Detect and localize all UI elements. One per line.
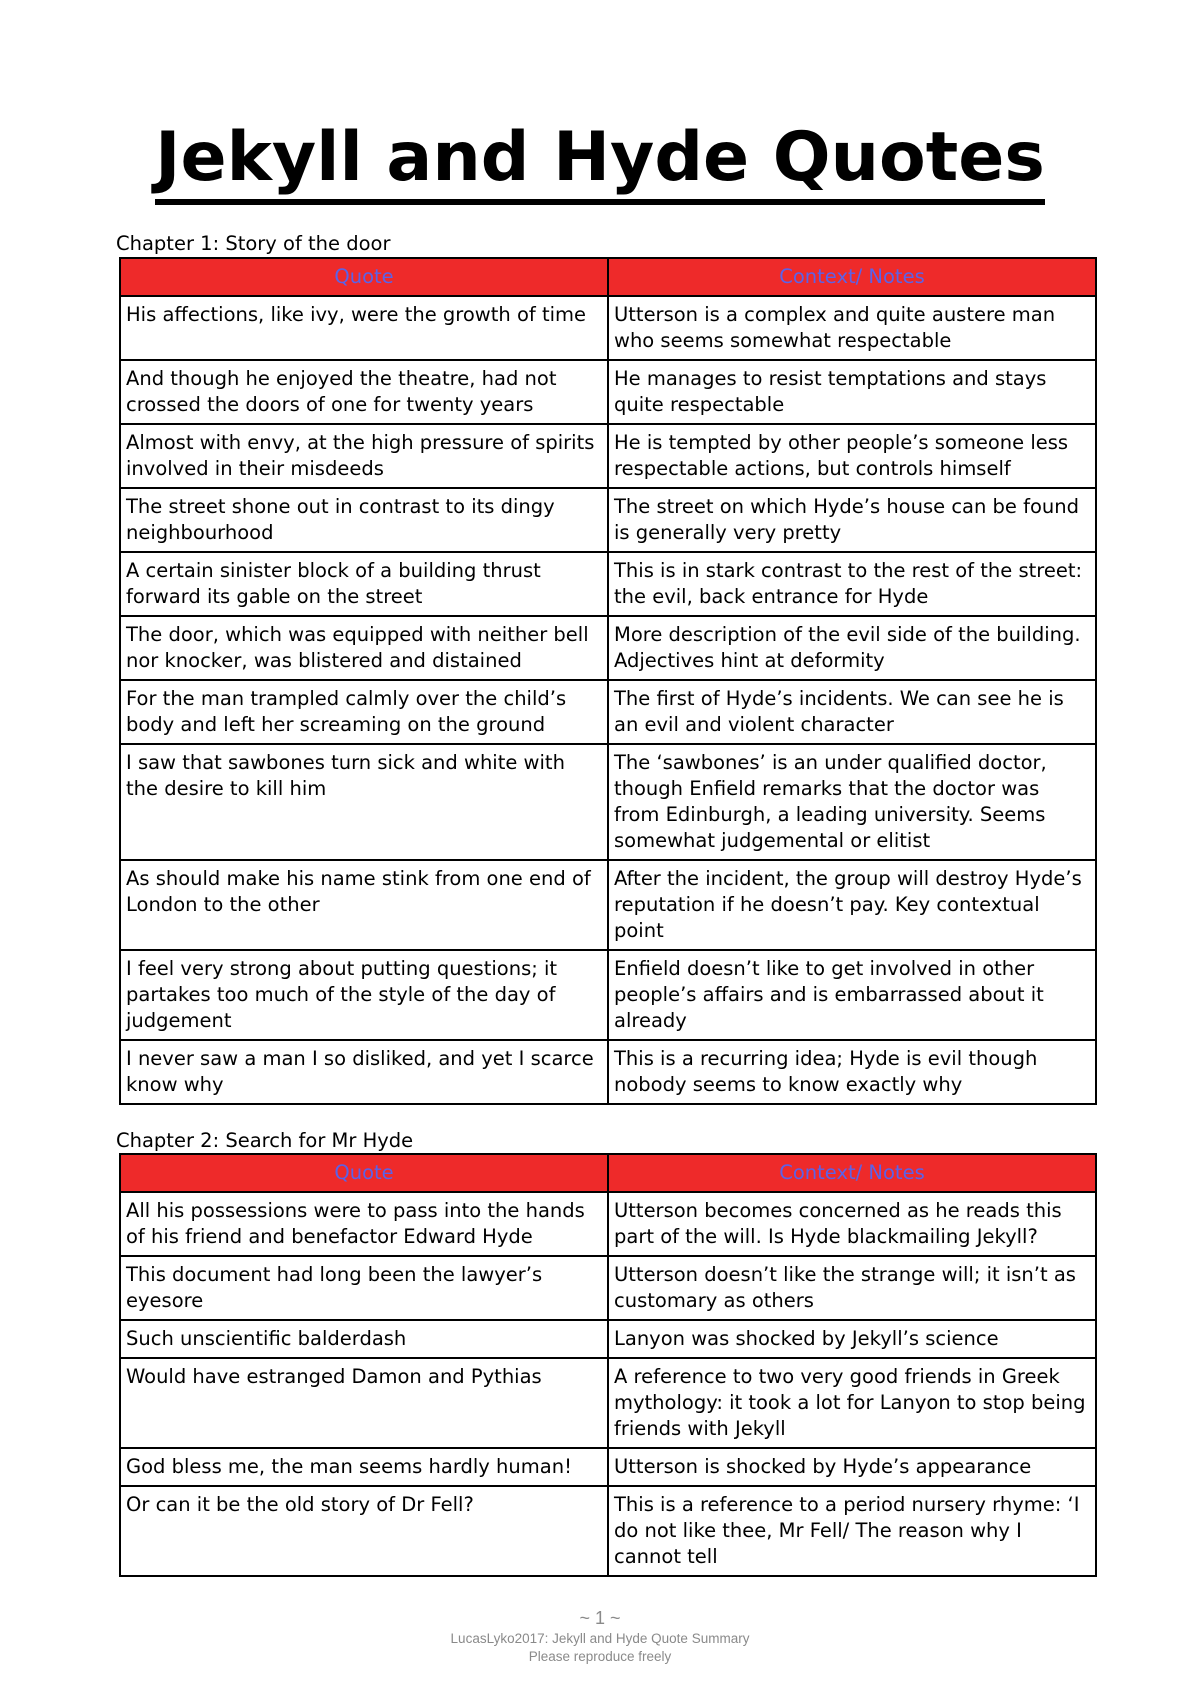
context-cell: Lanyon was shocked by Jekyll’s science	[608, 1320, 1096, 1358]
chapter-1-quotes-table	[119, 257, 1097, 1105]
quote-cell: I feel very strong about putting questions; it partakes too much of the style of the day of judgement	[120, 950, 608, 1040]
page-number: ~ 1 ~	[579, 1608, 621, 1628]
quote-cell: And though he enjoyed the theatre, had not crossed the doors of one for twenty years	[120, 360, 608, 424]
table-row	[120, 1358, 1096, 1448]
table-row	[120, 1320, 1096, 1358]
quote-cell: God bless me, the man seems hardly human!	[120, 1448, 608, 1486]
quote-cell: This document had long been the lawyer’s eyesore	[120, 1256, 608, 1320]
chapter-2-heading: Chapter 2: Search for Mr Hyde	[116, 1129, 414, 1152]
quote-cell: His affections, like ivy, were the growth of time	[120, 296, 608, 360]
quote-cell: I saw that sawbones turn sick and white with the desire to kill him	[120, 744, 608, 860]
table-row	[120, 424, 1096, 488]
context-cell: The street on which Hyde’s house can be found is generally very pretty	[608, 488, 1096, 552]
table-row	[120, 1256, 1096, 1320]
table-row	[120, 860, 1096, 950]
table-row	[120, 1486, 1096, 1576]
table-row	[120, 296, 1096, 360]
table-header-row	[120, 1154, 1096, 1192]
context-cell: After the incident, the group will destroy Hyde’s reputation if he doesn’t pay. Key contextual point	[608, 860, 1096, 950]
page-title	[0, 118, 1200, 198]
chapter-1-heading: Chapter 1: Story of the door	[116, 232, 391, 255]
table-row	[120, 360, 1096, 424]
context-cell: The ‘sawbones’ is an under qualified doctor, though Enfield remarks that the doctor was from Edinburgh, a leading university. Seems somewhat judgemental or elitist	[608, 744, 1096, 860]
table-row	[120, 552, 1096, 616]
context-column-header: Context/ Notes	[608, 258, 1096, 296]
context-cell: He is tempted by other people’s someone less respectable actions, but controls himself	[608, 424, 1096, 488]
quote-cell: Or can it be the old story of Dr Fell?	[120, 1486, 608, 1576]
chapter-2-quotes-table	[119, 1153, 1097, 1577]
context-cell: The first of Hyde’s incidents. We can see he is an evil and violent character	[608, 680, 1096, 744]
table-row	[120, 744, 1096, 860]
quote-cell: The door, which was equipped with neither bell nor knocker, was blistered and distained	[120, 616, 608, 680]
context-cell: He manages to resist temptations and stays quite respectable	[608, 360, 1096, 424]
quote-cell: For the man trampled calmly over the child’s body and left her screaming on the ground	[120, 680, 608, 744]
table-row	[120, 680, 1096, 744]
table-row	[120, 950, 1096, 1040]
context-cell: This is a recurring idea; Hyde is evil though nobody seems to know exactly why	[608, 1040, 1096, 1104]
page-title-text: Jekyll and Hyde Quotes	[155, 118, 1045, 205]
quote-column-header: Quote	[120, 258, 608, 296]
table-row	[120, 1448, 1096, 1486]
table-row	[120, 488, 1096, 552]
context-cell: Utterson is a complex and quite austere man who seems somewhat respectable	[608, 296, 1096, 360]
quote-column-header: Quote	[120, 1154, 608, 1192]
quote-cell: I never saw a man I so disliked, and yet I scarce know why	[120, 1040, 608, 1104]
quote-cell: Such unscientific balderdash	[120, 1320, 608, 1358]
quote-cell: The street shone out in contrast to its dingy neighbourhood	[120, 488, 608, 552]
context-cell: A reference to two very good friends in Greek mythology: it took a lot for Lanyon to stop being friends with Jekyll	[608, 1358, 1096, 1448]
context-column-header: Context/ Notes	[608, 1154, 1096, 1192]
table-header-row	[120, 258, 1096, 296]
context-cell: Utterson is shocked by Hyde’s appearance	[608, 1448, 1096, 1486]
table-row	[120, 616, 1096, 680]
quote-cell: Almost with envy, at the high pressure of spirits involved in their misdeeds	[120, 424, 608, 488]
table-row	[120, 1192, 1096, 1256]
quote-cell: All his possessions were to pass into the hands of his friend and benefactor Edward Hyde	[120, 1192, 608, 1256]
footer-credit: LucasLyko2017: Jekyll and Hyde Quote Summary	[450, 1631, 750, 1646]
quote-cell: A certain sinister block of a building thrust forward its gable on the street	[120, 552, 608, 616]
table-row	[120, 1040, 1096, 1104]
quote-cell: As should make his name stink from one end of London to the other	[120, 860, 608, 950]
context-cell: More description of the evil side of the building. Adjectives hint at deformity	[608, 616, 1096, 680]
quote-cell: Would have estranged Damon and Pythias	[120, 1358, 608, 1448]
footer-note: Please reproduce freely	[528, 1649, 672, 1664]
context-cell: Enfield doesn’t like to get involved in other people’s affairs and is embarrassed about it already	[608, 950, 1096, 1040]
context-cell: Utterson doesn’t like the strange will; it isn’t as customary as others	[608, 1256, 1096, 1320]
context-cell: This is a reference to a period nursery rhyme: ‘I do not like thee, Mr Fell/ The reason why I cannot tell	[608, 1486, 1096, 1576]
context-cell: Utterson becomes concerned as he reads this part of the will. Is Hyde blackmailing Jekyll?	[608, 1192, 1096, 1256]
context-cell: This is in stark contrast to the rest of the street: the evil, back entrance for Hyde	[608, 552, 1096, 616]
